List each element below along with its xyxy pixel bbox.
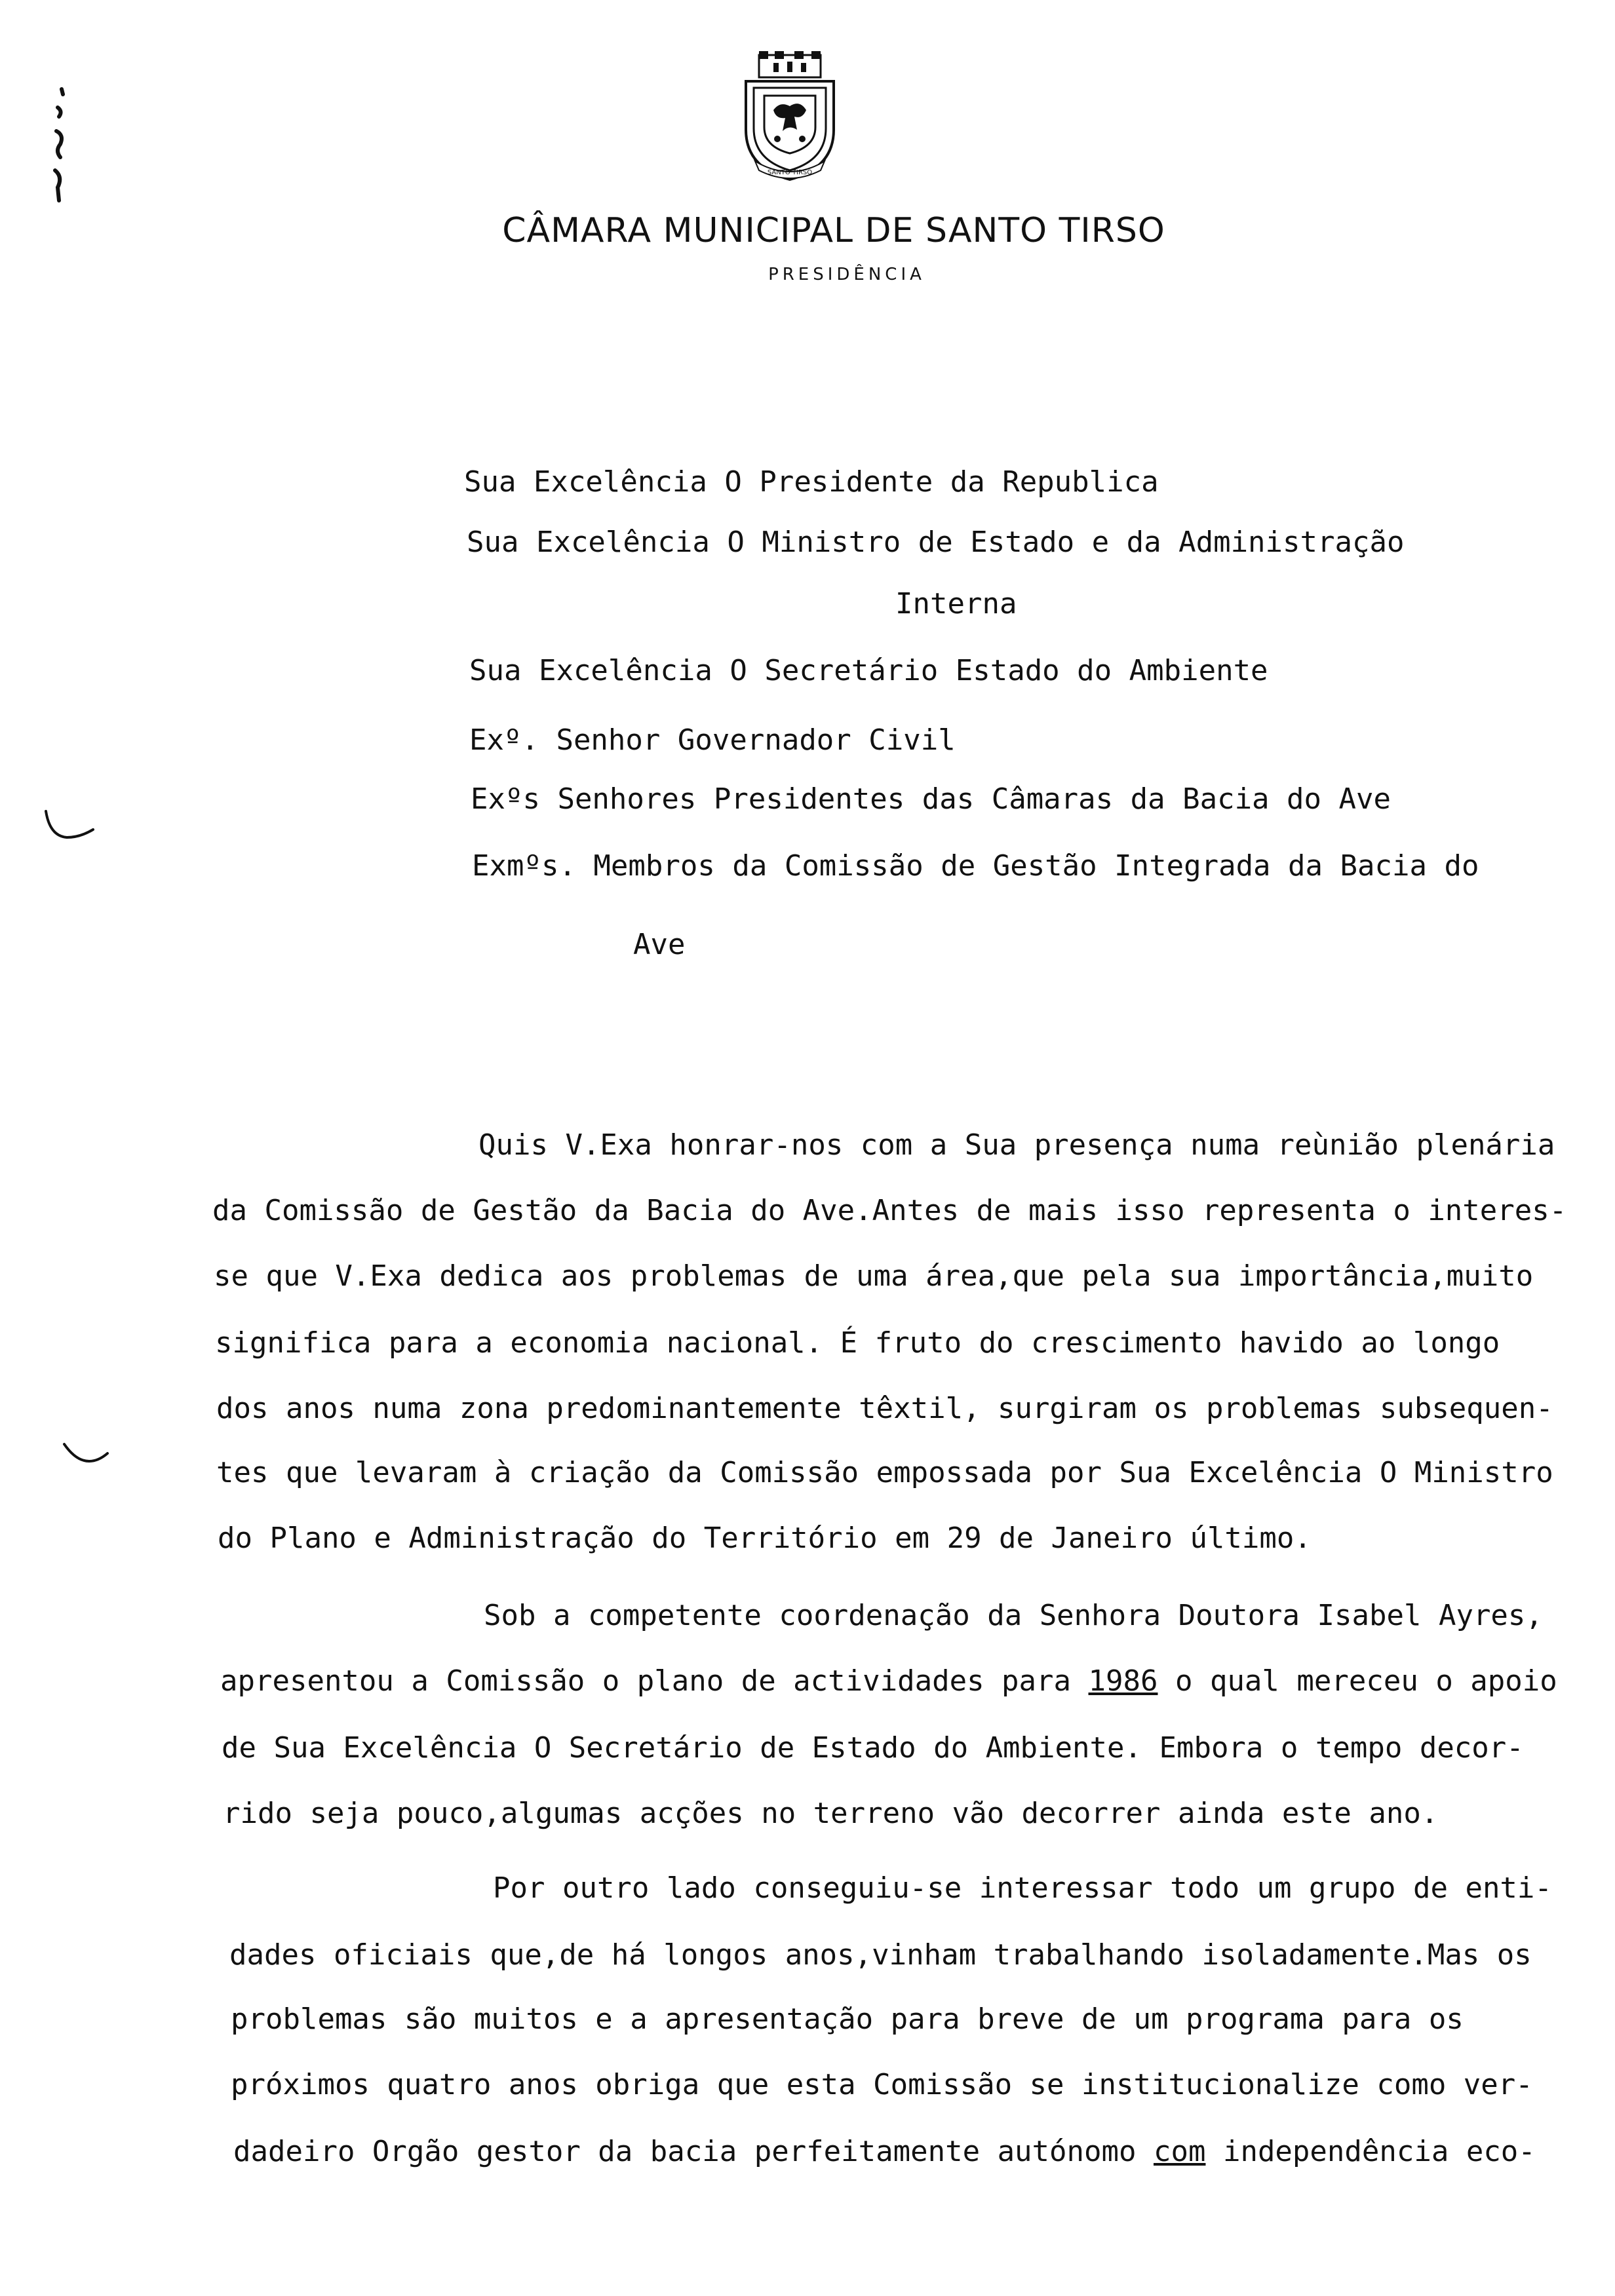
body-text-segment: apresentou a Comissão o plano de actividades para [220, 1664, 1089, 1698]
underlined-year: 1986 [1088, 1664, 1158, 1698]
addressee-line: Exmºs. Membros da Comissão de Gestão Integrada da Bacia do [472, 849, 1479, 883]
margin-tick-mark [60, 1439, 113, 1472]
addressee-line: Sua Excelência O Ministro de Estado e da Administração [467, 526, 1405, 559]
body-text-line: dos anos numa zona predominantemente têxtil, surgiram os problemas subsequen- [216, 1392, 1553, 1425]
body-text-line [220, 1664, 1557, 1698]
body-text-line: problemas são muitos e a apresentação para breve de um programa para os [231, 2002, 1464, 2036]
body-text-line: da Comissão de Gestão da Bacia do Ave.Antes de mais isso representa o interes- [212, 1194, 1567, 1227]
addressee-line: Exº. Senhor Governador Civil [469, 723, 956, 757]
body-text-line [233, 2137, 1536, 2166]
institution-subtitle: PRESIDÊNCIA [768, 265, 925, 284]
body-text-line: do Plano e Administração do Território em 29 de Janeiro último. [218, 1521, 1312, 1555]
addressee-line: Sua Excelência O Presidente da Republica [464, 465, 1159, 499]
body-text-line: tes que levaram à criação da Comissão empossada por Sua Excelência O Ministro [216, 1456, 1553, 1489]
body-text-segment: o qual mereceu o apoio [1158, 1664, 1557, 1698]
margin-tick-mark [41, 807, 100, 847]
municipal-crest-logo [734, 51, 846, 182]
body-text-segment: dadeiro Orgão gestor da bacia perfeitamente autónomo [233, 2135, 1154, 2168]
body-text-segment: independência eco- [1205, 2135, 1536, 2168]
institution-title: CÂMARA MUNICIPAL DE SANTO TIRSO [502, 211, 1165, 250]
addressee-line: Exºs Senhores Presidentes das Câmaras da Bacia do Ave [471, 782, 1391, 816]
body-text-line: se que V.Exa dedica aos problemas de uma área,que pela sua importância,muito [214, 1259, 1534, 1293]
body-text-line: Por outro lado conseguiu-se interessar todo um grupo de enti- [493, 1871, 1552, 1905]
body-text-line: próximos quatro anos obriga que esta Comissão se institucionalize como ver- [231, 2068, 1533, 2101]
addressee-line: Interna [895, 587, 1017, 621]
margin-scribble [46, 85, 72, 210]
body-text-line: de Sua Excelência O Secretário de Estado do Ambiente. Embora o tempo decor- [222, 1731, 1524, 1765]
body-text-line: significa para a economia nacional. É fruto do crescimento havido ao longo [215, 1326, 1500, 1360]
addressee-line: Ave [633, 928, 686, 961]
underlined-word: com [1153, 2135, 1206, 2168]
body-text-line: Sob a competente coordenação da Senhora Doutora Isabel Ayres, [484, 1599, 1543, 1632]
svg-text:SANTO TIRSO: SANTO TIRSO [767, 169, 813, 176]
body-text-line: rido seja pouco,algumas acções no terreno vão decorrer ainda este ano. [223, 1797, 1439, 1830]
body-text-line: Quis V.Exa honrar-nos com a Sua presença numa reùnião plenária [478, 1128, 1555, 1162]
addressee-line: Sua Excelência O Secretário Estado do Ambiente [469, 654, 1268, 687]
body-text-line: dades oficiais que,de há longos anos,vinham trabalhando isoladamente.Mas os [229, 1938, 1532, 1972]
